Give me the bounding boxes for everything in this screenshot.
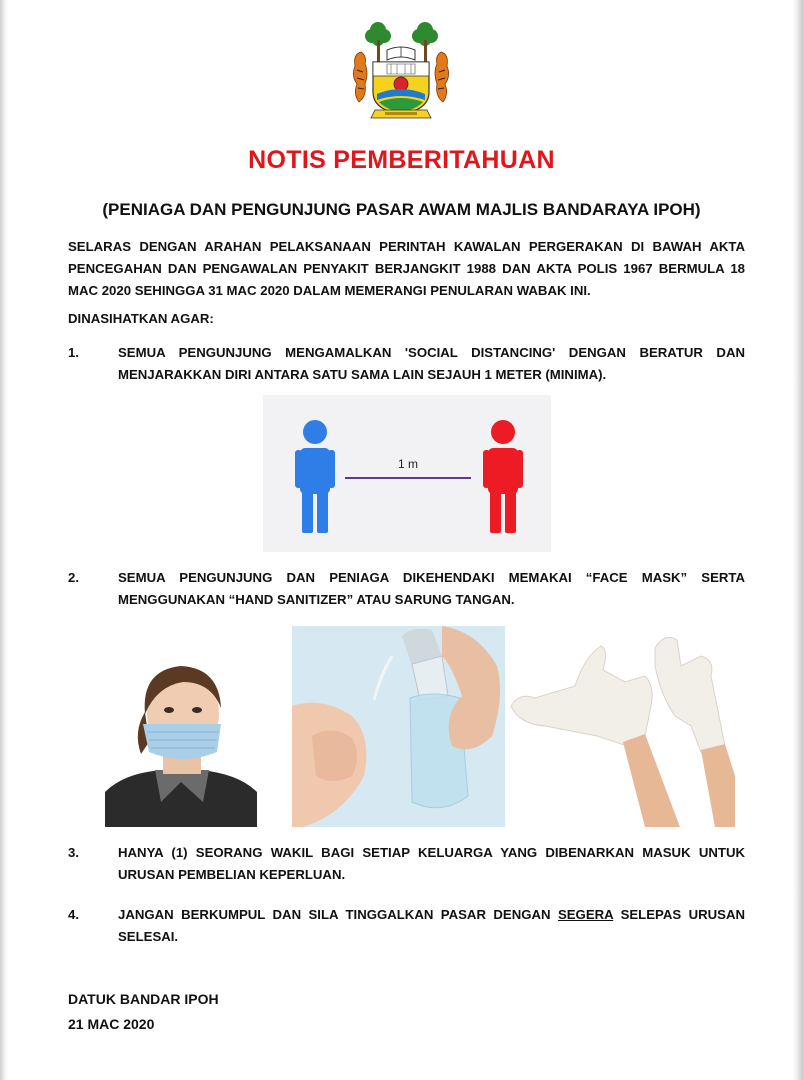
notice-subtitle: (PENIAGA DAN PENGUNJUNG PASAR AWAM MAJLIS BANDARAYA IPOH) (102, 200, 701, 219)
item-text: SEMUA PENGUNJUNG DAN PENIAGA DIKEHENDAKI MEMAKAI “FACE MASK” SERTA MENGGUNAKAN “HAND SANITIZER” ATAU SARUNG TANGAN. (118, 570, 745, 607)
face-mask-image (105, 652, 257, 827)
item-text-part: JANGAN BERKUMPUL DAN SILA TINGGALKAN PASAR DENGAN (118, 907, 558, 922)
item-text-part: SELEPAS URUSAN SELESAI. (118, 907, 745, 944)
signatory: DATUK BANDAR IPOH (68, 991, 219, 1007)
city-crest-icon (345, 14, 457, 126)
person-figure-icon (295, 420, 335, 533)
item-number: 3. (68, 845, 79, 860)
item-text: SEMUA PENGUNJUNG MENGAMALKAN 'SOCIAL DISTANCING' DENGAN BERATUR DAN MENJARAKKAN DIRI ANTARA SATU SAMA LAIN SEJAUH 1 METER (MINIMA). (118, 345, 745, 382)
notice-date: 21 MAC 2020 (68, 1016, 155, 1032)
item-number: 4. (68, 907, 79, 922)
person-figure-icon (483, 420, 523, 533)
gloves-image (505, 626, 735, 827)
intro-paragraph: SELARAS DENGAN ARAHAN PELAKSANAAN PERINTAH KAWALAN PERGERAKAN DI BAWAH AKTA PENCEGAHAN DAN PENGAWALAN PENYAKIT BERJANGKIT 1988 DAN AKTA POLIS 1967 BERMULA 18 MAC 2020 SEHINGGA 31 MAC 2020 DALAM MEMERANGI PENULARAN WABAK INI. (68, 239, 745, 298)
item-number: 2. (68, 570, 79, 585)
advised-label: DINASIHATKAN AGAR: (68, 311, 214, 326)
distance-label: 1 m (397, 457, 419, 471)
hand-sanitizer-image (292, 626, 505, 827)
item-text (118, 904, 745, 948)
social-distancing-image (263, 395, 551, 552)
item-number: 1. (68, 345, 79, 360)
emphasis-segera: SEGERA (557, 907, 614, 922)
notice-title: NOTIS PEMBERITAHUAN (248, 146, 555, 174)
item-text: HANYA (1) SEORANG WAKIL BAGI SETIAP KELUARGA YANG DIBENARKAN MASUK UNTUK URUSAN PEMBELIAN KEPERLUAN. (118, 845, 745, 882)
